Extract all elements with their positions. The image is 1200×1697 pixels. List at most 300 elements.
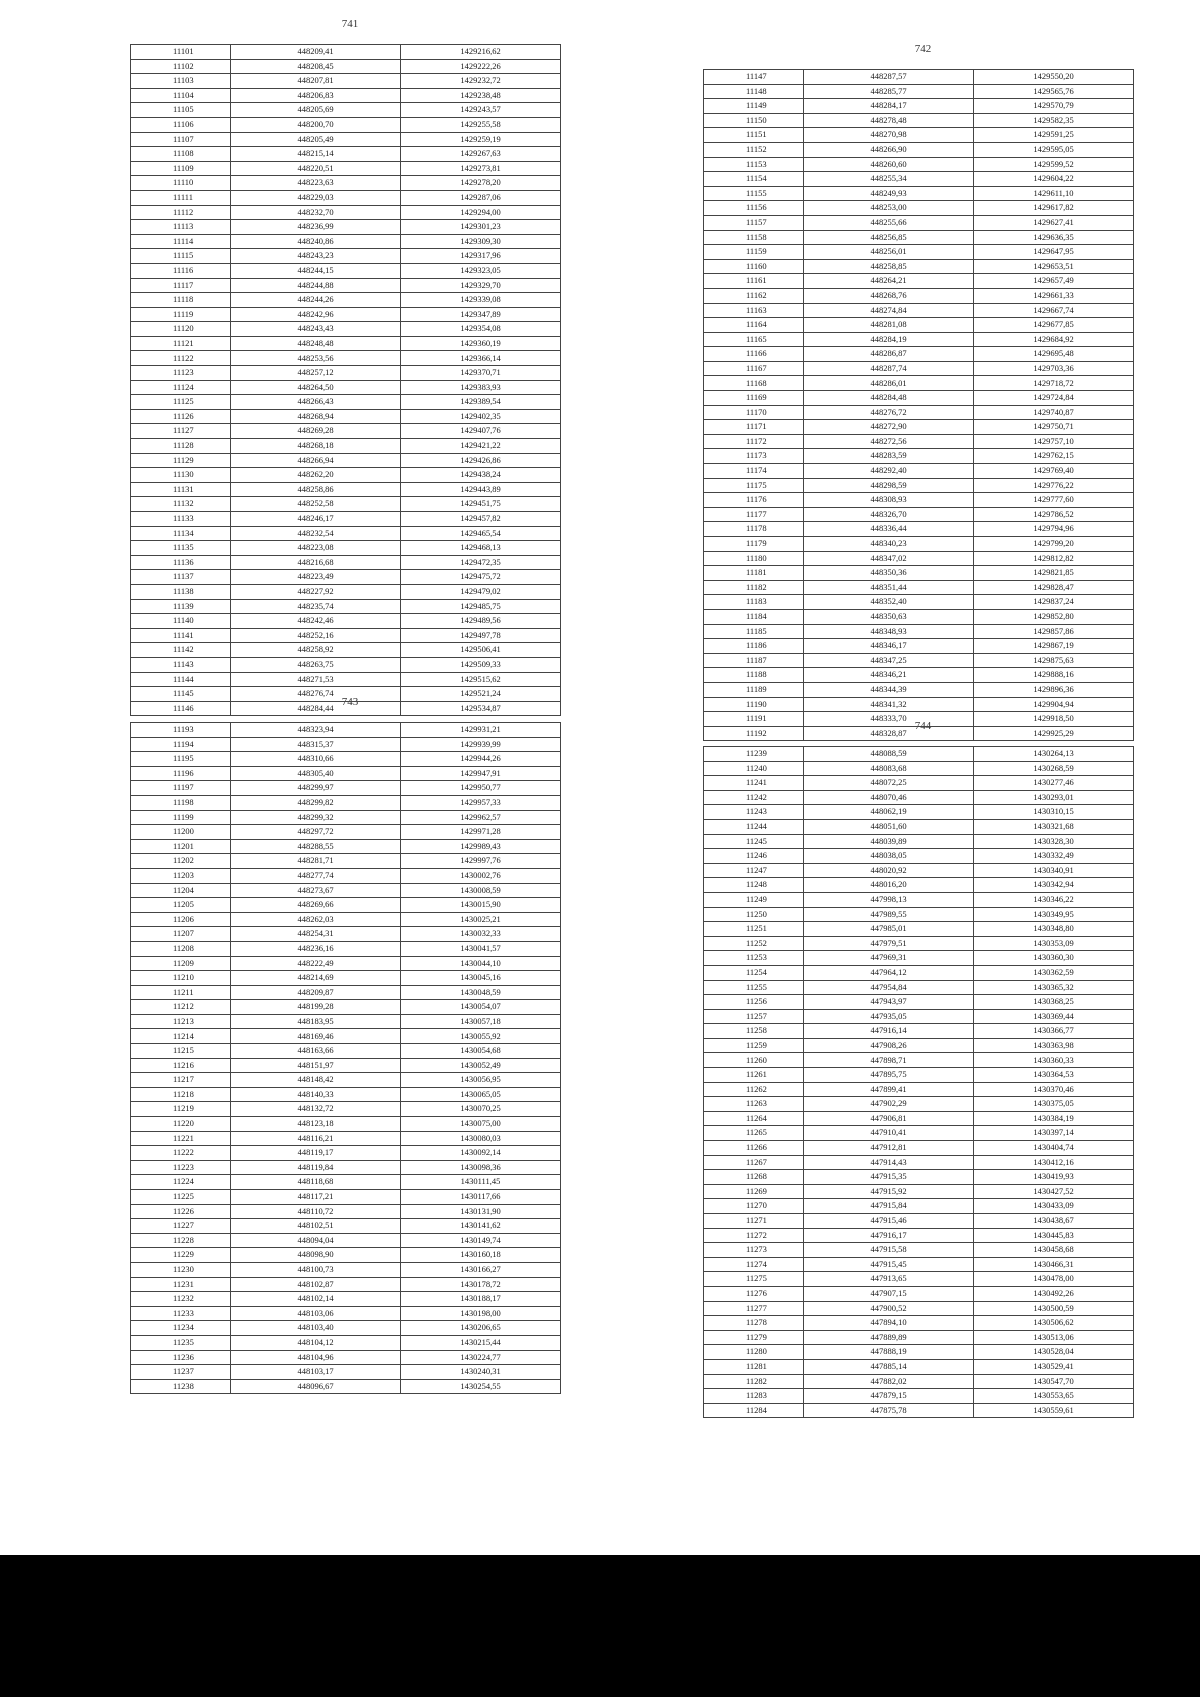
point-number-cell: 11147 [704,70,804,85]
table-row [704,1170,1134,1185]
point-number-cell: 11180 [704,551,804,566]
y-coordinate-cell: 1429339,08 [401,293,561,308]
point-number-cell: 11257 [704,1009,804,1024]
x-coordinate-cell: 448257,12 [231,366,401,381]
y-coordinate-cell: 1429347,89 [401,307,561,322]
point-number-cell: 11144 [131,672,231,687]
y-coordinate-cell: 1430141,62 [401,1219,561,1234]
x-coordinate-cell: 448207,81 [231,74,401,89]
table-row [704,215,1134,230]
x-coordinate-cell: 448347,25 [804,653,974,668]
table-row [704,1155,1134,1170]
table-row [131,1058,561,1073]
table-row [131,1277,561,1292]
y-coordinate-cell: 1429267,63 [401,147,561,162]
point-number-cell: 11275 [704,1272,804,1287]
point-number-cell: 11248 [704,878,804,893]
table-row [704,84,1134,99]
table-row [131,1117,561,1132]
point-number-cell: 11211 [131,985,231,1000]
y-coordinate-cell: 1430412,16 [974,1155,1134,1170]
table-row [131,482,561,497]
table-row [704,1345,1134,1360]
x-coordinate-cell: 448269,28 [231,424,401,439]
table-row [131,1087,561,1102]
table-row [704,682,1134,697]
y-coordinate-cell: 1429294,00 [401,205,561,220]
x-coordinate-cell: 448252,16 [231,628,401,643]
table-row [704,965,1134,980]
point-number-cell: 11207 [131,927,231,942]
point-number-cell: 11110 [131,176,231,191]
table-row [704,624,1134,639]
x-coordinate-cell: 448256,85 [804,230,974,245]
y-coordinate-cell: 1430008,59 [401,883,561,898]
x-coordinate-cell: 448288,55 [231,839,401,854]
point-number-cell: 11272 [704,1228,804,1243]
table-row [131,687,561,702]
point-number-cell: 11146 [131,701,231,716]
table-row [131,1335,561,1350]
x-coordinate-cell: 448276,72 [804,405,974,420]
y-coordinate-cell: 1429515,62 [401,672,561,687]
x-coordinate-cell: 448258,86 [231,482,401,497]
x-coordinate-cell: 448350,63 [804,609,974,624]
y-coordinate-cell: 1429852,80 [974,609,1134,624]
y-coordinate-cell: 1430044,10 [401,956,561,971]
table-row [131,132,561,147]
y-coordinate-cell: 1429287,06 [401,190,561,205]
x-coordinate-cell: 448123,18 [231,1117,401,1132]
point-number-cell: 11216 [131,1058,231,1073]
table-row [131,59,561,74]
y-coordinate-cell: 1430368,25 [974,995,1134,1010]
y-coordinate-cell: 1429489,56 [401,614,561,629]
x-coordinate-cell: 448348,93 [804,624,974,639]
table-row [704,1389,1134,1404]
y-coordinate-cell: 1430375,05 [974,1097,1134,1112]
y-coordinate-cell: 1429667,74 [974,303,1134,318]
table-row [131,868,561,883]
point-number-cell: 11263 [704,1097,804,1112]
point-number-cell: 11239 [704,747,804,762]
point-number-cell: 11158 [704,230,804,245]
y-coordinate-cell: 1430404,74 [974,1141,1134,1156]
table-row [131,854,561,869]
y-coordinate-cell: 1429740,87 [974,405,1134,420]
point-number-cell: 11156 [704,201,804,216]
table-row [704,1053,1134,1068]
point-number-cell: 11238 [131,1379,231,1394]
y-coordinate-cell: 1430332,49 [974,849,1134,864]
point-number-cell: 11145 [131,687,231,702]
table-row [704,1374,1134,1389]
point-number-cell: 11193 [131,723,231,738]
point-number-cell: 11132 [131,497,231,512]
point-number-cell: 11181 [704,566,804,581]
table-row [131,810,561,825]
x-coordinate-cell: 448094,04 [231,1233,401,1248]
table-row [131,322,561,337]
x-coordinate-cell: 448083,68 [804,761,974,776]
table-row [131,825,561,840]
table-row [131,839,561,854]
y-coordinate-cell: 1429677,85 [974,318,1134,333]
point-number-cell: 11141 [131,628,231,643]
table-row [704,99,1134,114]
x-coordinate-cell: 447895,75 [804,1068,974,1083]
y-coordinate-cell: 1430098,36 [401,1160,561,1175]
x-coordinate-cell: 448272,90 [804,420,974,435]
x-coordinate-cell: 448209,87 [231,985,401,1000]
y-coordinate-cell: 1429939,99 [401,737,561,752]
point-number-cell: 11186 [704,639,804,654]
y-coordinate-cell: 1429684,92 [974,332,1134,347]
point-number-cell: 11112 [131,205,231,220]
table-row [704,1257,1134,1272]
point-number-cell: 11184 [704,609,804,624]
table-row [704,347,1134,362]
table-row [704,1301,1134,1316]
point-number-cell: 11162 [704,288,804,303]
y-coordinate-cell: 1429599,52 [974,157,1134,172]
point-number-cell: 11258 [704,1024,804,1039]
point-number-cell: 11212 [131,1000,231,1015]
point-number-cell: 11283 [704,1389,804,1404]
x-coordinate-cell: 448274,84 [804,303,974,318]
y-coordinate-cell: 1429591,25 [974,128,1134,143]
point-number-cell: 11176 [704,493,804,508]
point-number-cell: 11251 [704,922,804,937]
y-coordinate-cell: 1429317,96 [401,249,561,264]
x-coordinate-cell: 448240,86 [231,234,401,249]
x-coordinate-cell: 448244,88 [231,278,401,293]
point-number-cell: 11133 [131,512,231,527]
x-coordinate-cell: 447906,81 [804,1111,974,1126]
x-coordinate-cell: 448229,03 [231,190,401,205]
y-coordinate-cell: 1429354,08 [401,322,561,337]
point-number-cell: 11265 [704,1126,804,1141]
table-row [131,409,561,424]
x-coordinate-cell: 448249,93 [804,186,974,201]
table-row [131,1131,561,1146]
y-coordinate-cell: 1429570,79 [974,99,1134,114]
point-number-cell: 11255 [704,980,804,995]
y-coordinate-cell: 1430310,15 [974,805,1134,820]
x-coordinate-cell: 448284,17 [804,99,974,114]
point-number-cell: 11190 [704,697,804,712]
x-coordinate-cell: 448244,26 [231,293,401,308]
x-coordinate-cell: 447969,31 [804,951,974,966]
x-coordinate-cell: 448232,54 [231,526,401,541]
table-row [704,995,1134,1010]
table-row [131,1248,561,1263]
point-number-cell: 11281 [704,1359,804,1374]
y-coordinate-cell: 1430025,21 [401,912,561,927]
y-coordinate-cell: 1429370,71 [401,366,561,381]
point-number-cell: 11102 [131,59,231,74]
x-coordinate-cell: 448236,99 [231,220,401,235]
point-number-cell: 11185 [704,624,804,639]
table-row [131,1379,561,1394]
table-row [704,1316,1134,1331]
x-coordinate-cell: 448297,72 [231,825,401,840]
table-row [704,376,1134,391]
x-coordinate-cell: 448119,84 [231,1160,401,1175]
point-number-cell: 11151 [704,128,804,143]
table-row [131,1102,561,1117]
x-coordinate-cell: 448326,70 [804,507,974,522]
x-coordinate-cell: 448222,49 [231,956,401,971]
x-coordinate-cell: 447885,14 [804,1359,974,1374]
point-number-cell: 11276 [704,1286,804,1301]
x-coordinate-cell: 448206,83 [231,88,401,103]
x-coordinate-cell: 448286,87 [804,347,974,362]
y-coordinate-cell: 1430052,49 [401,1058,561,1073]
y-coordinate-cell: 1429402,35 [401,409,561,424]
point-number-cell: 11121 [131,336,231,351]
y-coordinate-cell: 1430360,33 [974,1053,1134,1068]
x-coordinate-cell: 448118,68 [231,1175,401,1190]
table-row [131,898,561,913]
y-coordinate-cell: 1430015,90 [401,898,561,913]
y-coordinate-cell: 1429475,72 [401,570,561,585]
x-coordinate-cell: 448098,90 [231,1248,401,1263]
table-row [704,907,1134,922]
point-number-cell: 11244 [704,819,804,834]
point-number-cell: 11166 [704,347,804,362]
y-coordinate-cell: 1429718,72 [974,376,1134,391]
x-coordinate-cell: 448103,17 [231,1365,401,1380]
table-row [704,980,1134,995]
table-row [704,186,1134,201]
table-row [131,614,561,629]
point-number-cell: 11149 [704,99,804,114]
table-row [131,941,561,956]
point-number-cell: 11221 [131,1131,231,1146]
x-coordinate-cell: 447914,43 [804,1155,974,1170]
x-coordinate-cell: 448242,46 [231,614,401,629]
point-number-cell: 11201 [131,839,231,854]
point-number-cell: 11242 [704,790,804,805]
point-number-cell: 11259 [704,1038,804,1053]
y-coordinate-cell: 1430500,59 [974,1301,1134,1316]
x-coordinate-cell: 448223,63 [231,176,401,191]
x-coordinate-cell: 448277,74 [231,868,401,883]
point-number-cell: 11237 [131,1365,231,1380]
point-number-cell: 11118 [131,293,231,308]
table-row [131,1000,561,1015]
table-row [131,599,561,614]
x-coordinate-cell: 448298,59 [804,478,974,493]
point-number-cell: 11254 [704,965,804,980]
table-row [704,1097,1134,1112]
table-row [704,1228,1134,1243]
y-coordinate-cell: 1429703,36 [974,361,1134,376]
x-coordinate-cell: 447899,41 [804,1082,974,1097]
table-row [131,366,561,381]
y-coordinate-cell: 1430215,44 [401,1335,561,1350]
table-row [131,1175,561,1190]
y-coordinate-cell: 1429867,19 [974,639,1134,654]
y-coordinate-cell: 1429582,35 [974,113,1134,128]
x-coordinate-cell: 448253,00 [804,201,974,216]
y-coordinate-cell: 1429457,82 [401,512,561,527]
y-coordinate-cell: 1429695,48 [974,347,1134,362]
x-coordinate-cell: 448340,23 [804,537,974,552]
x-coordinate-cell: 447943,97 [804,995,974,1010]
table-row [704,449,1134,464]
x-coordinate-cell: 448254,31 [231,927,401,942]
x-coordinate-cell: 448215,14 [231,147,401,162]
point-number-cell: 11245 [704,834,804,849]
point-number-cell: 11271 [704,1214,804,1229]
x-coordinate-cell: 448103,06 [231,1306,401,1321]
point-number-cell: 11155 [704,186,804,201]
table-row [131,1306,561,1321]
y-coordinate-cell: 1429947,91 [401,766,561,781]
point-number-cell: 11167 [704,361,804,376]
table-row [704,951,1134,966]
table-row [704,697,1134,712]
table-row [131,723,561,738]
y-coordinate-cell: 1429465,54 [401,526,561,541]
y-coordinate-cell: 1429750,71 [974,420,1134,435]
table-row [131,453,561,468]
point-number-cell: 11178 [704,522,804,537]
table-row [704,201,1134,216]
table-row [704,936,1134,951]
y-coordinate-cell: 1429238,48 [401,88,561,103]
y-coordinate-cell: 1429950,77 [401,781,561,796]
y-coordinate-cell: 1430427,52 [974,1184,1134,1199]
table-row [131,795,561,810]
point-number-cell: 11274 [704,1257,804,1272]
point-number-cell: 11241 [704,776,804,791]
point-number-cell: 11234 [131,1321,231,1336]
table-row [131,1044,561,1059]
x-coordinate-cell: 448310,66 [231,752,401,767]
coordinate-table-741 [130,44,561,716]
x-coordinate-cell: 448244,15 [231,263,401,278]
table-row [131,766,561,781]
x-coordinate-cell: 447989,55 [804,907,974,922]
x-coordinate-cell: 447935,05 [804,1009,974,1024]
y-coordinate-cell: 1429222,26 [401,59,561,74]
x-coordinate-cell: 447882,02 [804,1374,974,1389]
table-row [704,70,1134,85]
x-coordinate-cell: 448258,92 [231,643,401,658]
x-coordinate-cell: 447888,19 [804,1345,974,1360]
point-number-cell: 11107 [131,132,231,147]
x-coordinate-cell: 448088,59 [804,747,974,762]
y-coordinate-cell: 1429786,52 [974,507,1134,522]
table-row [131,395,561,410]
y-coordinate-cell: 1430478,00 [974,1272,1134,1287]
x-coordinate-cell: 448346,21 [804,668,974,683]
x-coordinate-cell: 448242,96 [231,307,401,322]
table-row [131,1204,561,1219]
point-number-cell: 11213 [131,1014,231,1029]
point-number-cell: 11233 [131,1306,231,1321]
x-coordinate-cell: 447964,12 [804,965,974,980]
y-coordinate-cell: 1430160,18 [401,1248,561,1263]
y-coordinate-cell: 1429259,19 [401,132,561,147]
point-number-cell: 11210 [131,971,231,986]
x-coordinate-cell: 448346,17 [804,639,974,654]
x-coordinate-cell: 447898,71 [804,1053,974,1068]
y-coordinate-cell: 1429216,62 [401,45,561,60]
coordinate-table-744 [703,746,1134,1418]
point-number-cell: 11269 [704,1184,804,1199]
point-number-cell: 11173 [704,449,804,464]
point-number-cell: 11264 [704,1111,804,1126]
point-number-cell: 11183 [704,595,804,610]
x-coordinate-cell: 448266,90 [804,142,974,157]
point-number-cell: 11229 [131,1248,231,1263]
x-coordinate-cell: 448117,21 [231,1190,401,1205]
x-coordinate-cell: 448216,68 [231,555,401,570]
point-number-cell: 11140 [131,614,231,629]
y-coordinate-cell: 1430054,68 [401,1044,561,1059]
table-row [131,584,561,599]
point-number-cell: 11109 [131,161,231,176]
x-coordinate-cell: 448140,33 [231,1087,401,1102]
y-coordinate-cell: 1430041,57 [401,941,561,956]
y-coordinate-cell: 1430458,68 [974,1243,1134,1258]
table-row [704,566,1134,581]
x-coordinate-cell: 447915,45 [804,1257,974,1272]
point-number-cell: 11119 [131,307,231,322]
y-coordinate-cell: 1429647,95 [974,245,1134,260]
point-number-cell: 11209 [131,956,231,971]
point-number-cell: 11169 [704,391,804,406]
point-number-cell: 11159 [704,245,804,260]
y-coordinate-cell: 1429821,85 [974,566,1134,581]
x-coordinate-cell: 447915,84 [804,1199,974,1214]
x-coordinate-cell: 448062,19 [804,805,974,820]
table-row [704,1272,1134,1287]
y-coordinate-cell: 1429799,20 [974,537,1134,552]
table-row [704,892,1134,907]
table-row [131,220,561,235]
x-coordinate-cell: 448258,85 [804,259,974,274]
y-coordinate-cell: 1429479,02 [401,584,561,599]
point-number-cell: 11228 [131,1233,231,1248]
table-row [704,493,1134,508]
point-number-cell: 11247 [704,863,804,878]
y-coordinate-cell: 1430419,93 [974,1170,1134,1185]
table-row [131,263,561,278]
y-coordinate-cell: 1430065,05 [401,1087,561,1102]
point-number-cell: 11113 [131,220,231,235]
table-row [704,478,1134,493]
table-row [704,434,1134,449]
x-coordinate-cell: 448266,94 [231,453,401,468]
point-number-cell: 11138 [131,584,231,599]
point-number-cell: 11136 [131,555,231,570]
table-row [131,526,561,541]
x-coordinate-cell: 448284,44 [231,701,401,716]
x-coordinate-cell: 448252,58 [231,497,401,512]
table-row [704,551,1134,566]
x-coordinate-cell: 448148,42 [231,1073,401,1088]
point-number-cell: 11215 [131,1044,231,1059]
y-coordinate-cell: 1430070,25 [401,1102,561,1117]
table-row [704,157,1134,172]
table-row [131,971,561,986]
x-coordinate-cell: 448016,20 [804,878,974,893]
